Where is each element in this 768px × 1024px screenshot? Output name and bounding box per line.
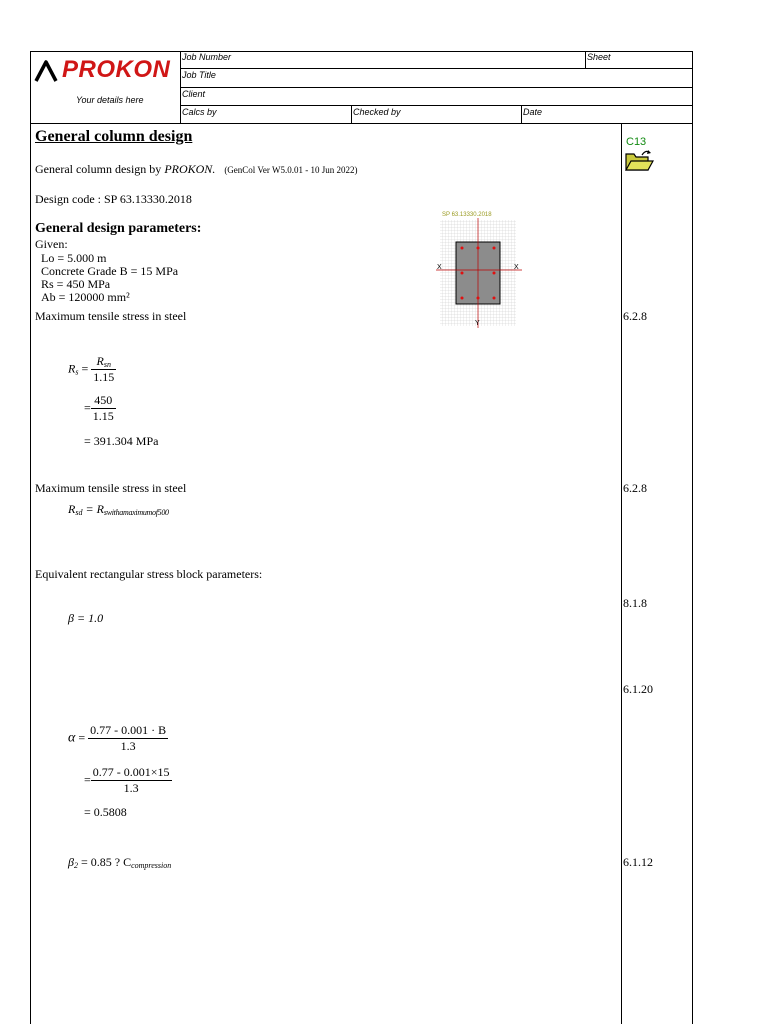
header-bottom-border	[30, 123, 693, 124]
beta2-rhs-sub: compression	[131, 861, 172, 870]
eq-rsd	[68, 502, 169, 517]
alpha-fraction	[88, 723, 168, 754]
column-section-figure	[436, 212, 526, 332]
eq-alpha: α = $\frac{0.77 - 0.001 \cdot B}{1.3}$	[68, 723, 167, 753]
header-row-line-1	[180, 68, 692, 69]
job-title-label: Job Title	[182, 70, 216, 80]
rsd-lhs-sub: sd	[75, 508, 83, 517]
rsd-rhs-sub: swithamaximumof500	[103, 508, 169, 517]
params-heading: General design parameters:	[35, 221, 202, 236]
ref-6-1-12: 6.1.12	[623, 855, 653, 869]
date-label: Date	[523, 107, 543, 117]
header-right-border	[692, 51, 693, 1024]
brand-name: PROKON	[62, 56, 171, 83]
rs-lhs-sub: s	[75, 367, 79, 377]
calcs-by-label: Calcs by	[182, 107, 217, 117]
open-folder-icon[interactable]	[624, 148, 654, 172]
rs-num-sub: sn	[103, 360, 111, 369]
rs-num-2: 450	[91, 393, 116, 409]
checked-divider	[351, 105, 352, 123]
rs-fraction-2	[91, 393, 116, 424]
eq-rs-sub: = $\frac{450}{1.15}$	[84, 393, 114, 423]
alpha-num-2: 0.77 - 0.001×15	[92, 765, 170, 779]
alpha-lhs: α	[68, 730, 76, 746]
alpha-num: 0.77 - 0.001 · B	[90, 723, 167, 737]
checked-by-label: Checked by	[353, 107, 401, 117]
beta2-lhs-sub: 2	[73, 861, 78, 870]
intro-brand: PROKON.	[164, 162, 216, 176]
rs-num: R	[96, 354, 104, 368]
rs-fraction	[91, 354, 116, 385]
column-section-svg	[436, 212, 526, 332]
rs-lhs: R	[68, 361, 76, 376]
given-label: Given:	[35, 237, 68, 251]
eq-alpha-sub: = $\frac{0.77 - 0.001\times 15}{1.3}$	[84, 765, 170, 795]
stress-block-text: Equivalent rectangular stress block parameters:	[35, 567, 263, 581]
ref-6-1-20: 6.1.20	[623, 682, 653, 696]
param-rs: Rs = 450 MPa	[41, 277, 111, 291]
header-row-line-3	[180, 105, 692, 106]
ref-8-1-8: 8.1.8	[623, 596, 647, 610]
max-tensile-2: Maximum tensile stress in steel	[35, 481, 187, 495]
ref-column-divider	[621, 123, 622, 1024]
figure-caption: SP 63.13330.2018	[442, 212, 492, 218]
param-ab: Ab = 120000 mm²	[41, 290, 130, 304]
your-details: Your details here	[76, 95, 144, 105]
header-row-line-2	[180, 87, 692, 88]
max-tensile-1: Maximum tensile stress in steel	[35, 309, 187, 323]
axis-x-right: X	[514, 264, 519, 271]
rs-den: 1.15	[93, 370, 115, 384]
rs-den-2: 1.15	[92, 409, 114, 423]
doc-title: General column design	[35, 128, 193, 145]
param-lo: Lo = 5.000 m	[41, 251, 107, 265]
beta2-rhs: = 0.85 ? C	[77, 855, 132, 869]
alpha-den-2: 1.3	[123, 781, 139, 795]
rsd-eq: = R	[82, 502, 104, 516]
axis-y-bottom: Y	[475, 320, 480, 327]
sheet-label: Sheet	[587, 52, 611, 62]
alpha-den: 1.3	[120, 739, 136, 753]
eq-beta	[68, 611, 103, 626]
param-concrete: Concrete Grade B = 15 MPa	[41, 264, 179, 278]
intro-line	[35, 162, 357, 177]
client-label: Client	[182, 89, 206, 99]
prokon-arc-icon	[34, 59, 60, 83]
intro-version: (GenCol Ver W5.0.01 - 10 Jun 2022)	[224, 165, 358, 175]
beta-value: β = 1.0	[68, 611, 104, 625]
alpha-fraction-2	[91, 765, 172, 796]
eq-rs: $R_s$ = $\frac{R_{sn}}{1.15}$	[68, 354, 115, 384]
design-code: Design code : SP 63.13330.2018	[35, 192, 192, 206]
ref-6-2-8-b: 6.2.8	[623, 481, 647, 495]
rsd-lhs: R	[68, 502, 76, 516]
header-left-border	[30, 51, 31, 1024]
axis-x-left: X	[437, 264, 442, 271]
beta2-lhs: β	[68, 855, 74, 869]
date-divider	[521, 105, 522, 123]
eq-alpha-result: = 0.5808	[84, 805, 127, 819]
eq-beta2	[68, 855, 171, 870]
prokon-logo	[34, 56, 178, 86]
ref-6-2-8-a: 6.2.8	[623, 309, 647, 323]
intro-prefix: General column design by	[35, 162, 165, 176]
calc-badge: C13	[626, 136, 647, 148]
eq-rs-result: = 391.304 MPa	[84, 434, 159, 448]
job-number-label: Job Number	[182, 52, 232, 62]
sheet-divider	[585, 51, 586, 68]
